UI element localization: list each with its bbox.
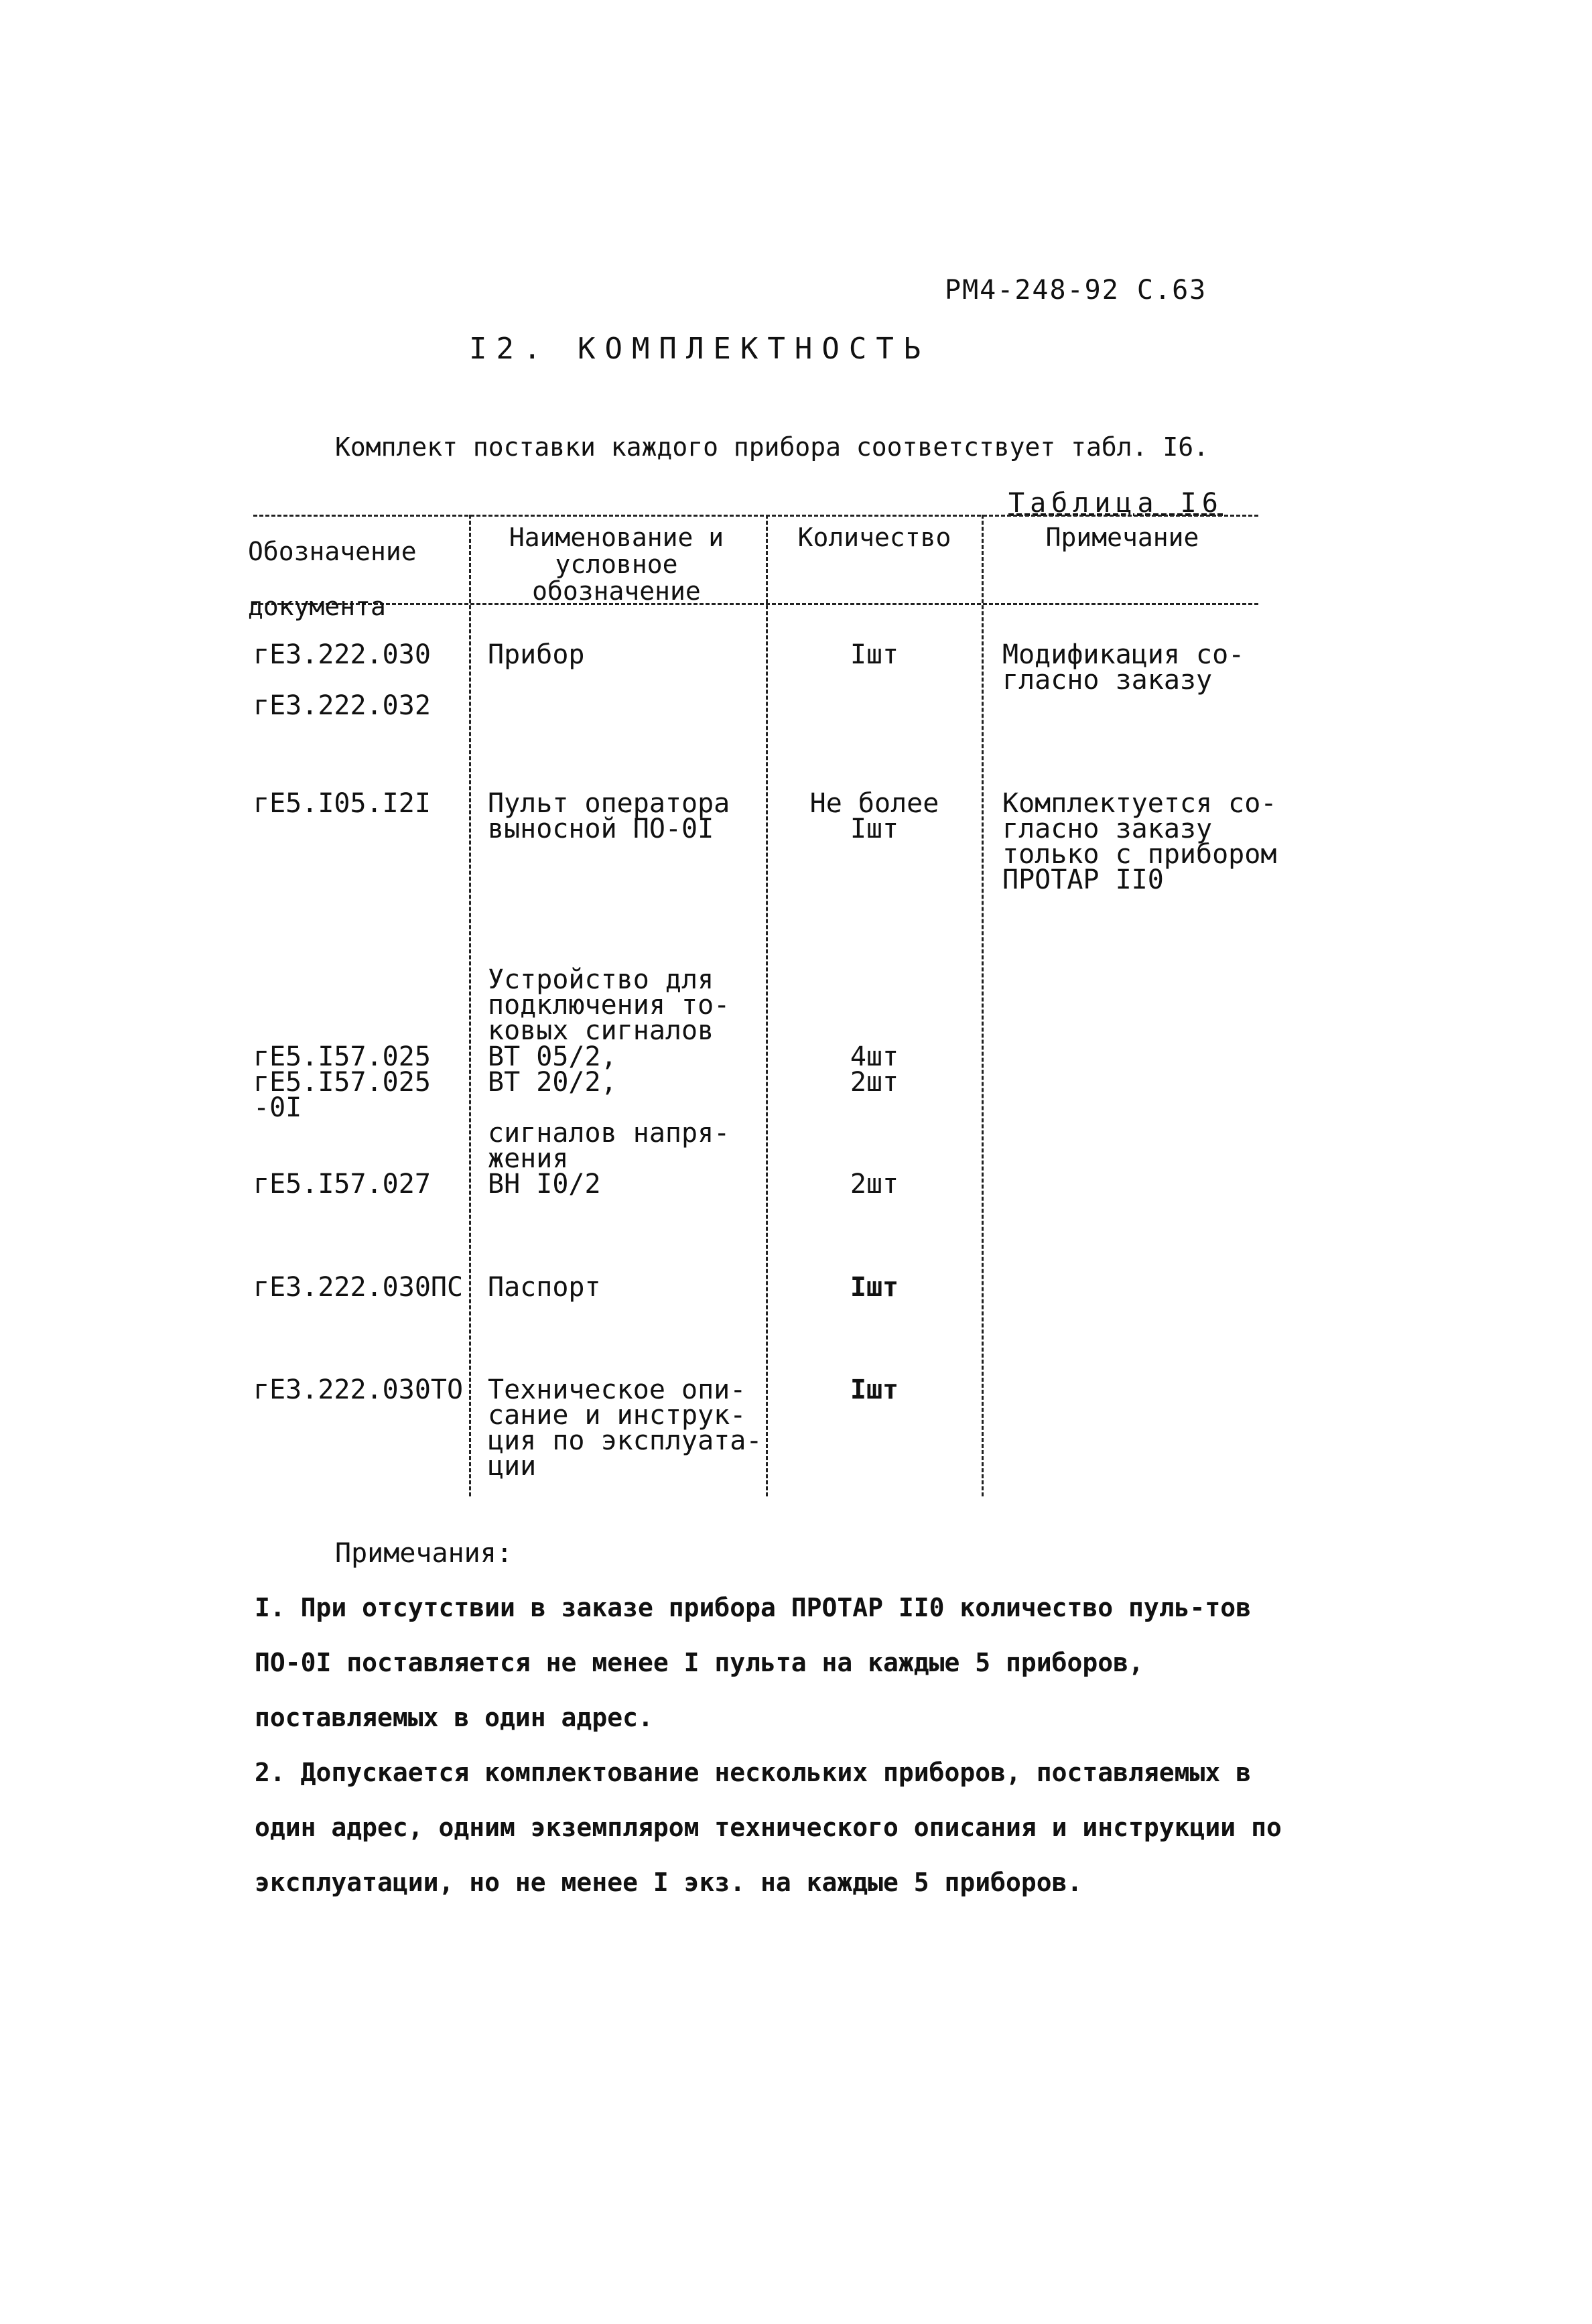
column-header-document: Обозначение документа — [248, 537, 417, 621]
note-item-1: I. При отсутствии в заказе прибора ПРОТАР II0 количество пуль-тов ПО-0I поставляется не менее I пульта на каждые 5 приборов, поставляемых в один адрес. — [255, 1593, 1252, 1732]
note-item-2: 2. Допускается комплектование нескольких приборов, поставляемых в один адрес, одним экземпляром технического описания и инструкции по эксплуатации, но не менее I экз. на каждые 5 приборов. — [255, 1758, 1282, 1897]
column-header-note: Примечание — [1045, 523, 1199, 552]
notes-title: Примечания: — [335, 1538, 513, 1569]
table-row-7-doc: гЕ3.222.030ПС — [253, 1272, 464, 1303]
table-row-1-name: Прибор — [488, 639, 585, 670]
table-row-2-doc: гЕ5.I05.I2I — [253, 788, 431, 819]
column-header-name: Наименование и условное обозначение — [509, 523, 724, 606]
table-row-8-qty: Iшт — [850, 1374, 899, 1405]
column-header-quantity: Количество — [797, 523, 951, 552]
table-row-4-name: ВТ 05/2, ВТ 20/2, — [488, 1041, 617, 1098]
table-row-4-qty: 4шт 2шт — [850, 1041, 899, 1098]
table-row-1-note: Модификация со- гласно заказу — [1002, 639, 1245, 696]
table-row-6-doc: гЕ5.I57.027 — [253, 1169, 431, 1200]
table-row-2-qty: Не более Iшт — [809, 788, 939, 844]
column-divider-2 — [766, 515, 768, 1496]
table-row-6-name: ВН I0/2 — [488, 1169, 601, 1200]
intro-text: Комплект поставки каждого прибора соответствует табл. I6. — [335, 432, 1209, 462]
document-code: РМ4-248-92 С.63 — [945, 275, 1207, 306]
table-row-7-qty: Iшт — [850, 1272, 899, 1303]
table-row-5-name: сигналов напря- жения — [488, 1118, 730, 1174]
table-top-rule — [253, 515, 1258, 517]
table-row-1-qty: Iшт — [850, 639, 899, 670]
table-row-6-qty: 2шт — [850, 1169, 899, 1200]
column-divider-3 — [982, 515, 984, 1496]
table-row-8-doc: гЕ3.222.030ТО — [253, 1374, 464, 1405]
section-title: I2. КОМПЛЕКТНОСТЬ — [469, 332, 931, 366]
table-row-3-name: Устройство для подключения то- ковых сигналов — [488, 964, 730, 1046]
table-row-8-name: Техническое опи- сание и инструк- ция по эксплуата- ции — [488, 1374, 762, 1482]
table-row-2-name: Пульт оператора выносной ПО-0I — [488, 788, 730, 844]
table-row-1-doc: гЕ3.222.030 гЕ3.222.032 — [253, 639, 431, 721]
table-row-2-note: Комплектуется со- гласно заказу только с прибором ПРОТАР II0 — [1002, 788, 1277, 895]
table-row-4-doc: гЕ5.I57.025 гЕ5.I57.025 -0I — [253, 1041, 431, 1123]
column-divider-1 — [469, 515, 471, 1496]
table-label: Таблица I6 — [1008, 488, 1223, 519]
table-row-7-name: Паспорт — [488, 1272, 601, 1303]
